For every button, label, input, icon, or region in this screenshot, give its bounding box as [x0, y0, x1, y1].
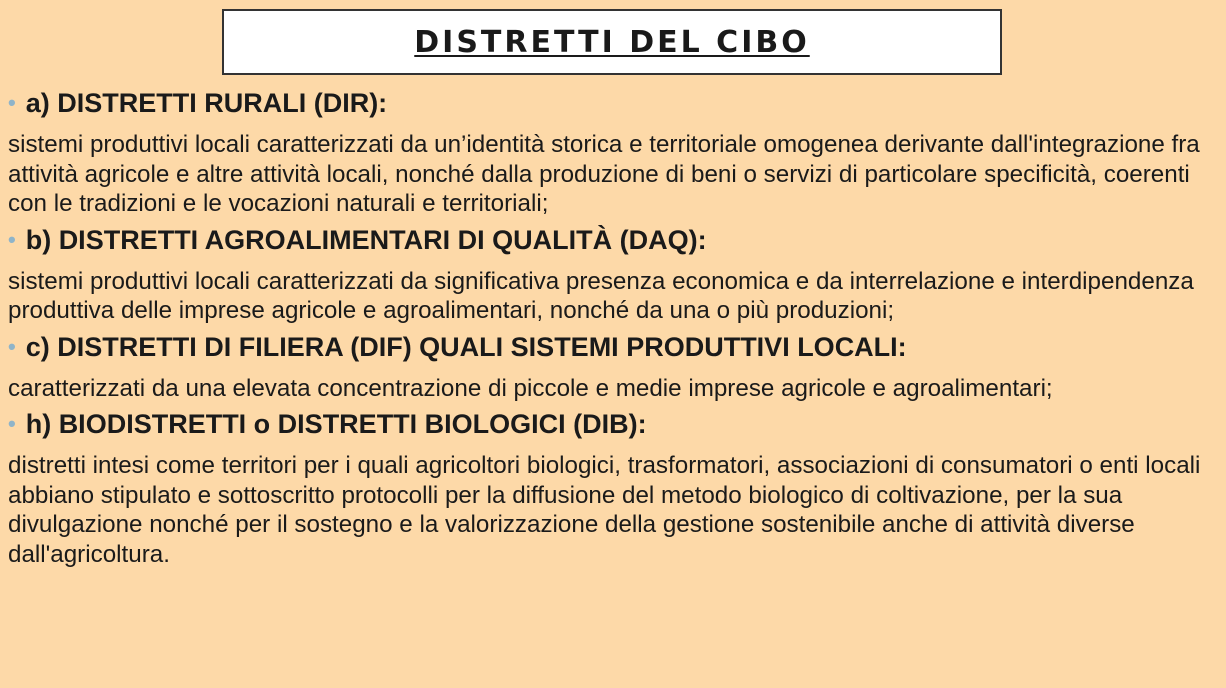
section-heading-text: a) DISTRETTI RURALI (DIR):	[25, 88, 388, 118]
section-body: sistemi produttivi locali caratterizzati da significativa presenza economica e da interrelazione e interdipendenza produttiva delle imprese agricole e agroalimentari, nonché da una o più produzioni;	[8, 267, 1194, 324]
section-dib	[8, 407, 1222, 569]
section-body: sistemi produttivi locali caratterizzati da un’identità storica e territoriale omogenea derivante dall'integrazione fra attività agricole e altre attività locali, nonché dalla produzione di beni o servizi di particolare specificità, coerenti con le tradizioni e le vocazioni naturali e territoriali;	[8, 131, 1200, 217]
section-body: distretti intesi come territori per i quali agricoltori biologici, trasformatori, associazioni di consumatori o enti locali abbiano stipulato e sottoscritto protocolli per la diffusione del metodo biologico di coltivazione, per la sua divulgazione nonché per il sostegno e la valorizzazione della gestione sostenibile anche di attività diverse dall'agricoltura.	[8, 452, 1201, 568]
section-heading	[8, 407, 1222, 443]
section-daq	[8, 223, 1222, 326]
section-heading-text: c) DISTRETTI DI FILIERA (DIF) QUALI SISTEMI PRODUTTIVI LOCALI:	[25, 331, 907, 362]
section-body: caratterizzati da una elevata concentrazione di piccole e medie imprese agricole e agroalimentari;	[8, 374, 1053, 402]
bullet-icon: •	[8, 333, 16, 359]
content	[8, 86, 1222, 573]
section-heading	[8, 86, 1222, 122]
bullet-icon: •	[8, 90, 16, 115]
section-heading-text: h) BIODISTRETTI o DISTRETTI BIOLOGICI (DIB):	[25, 409, 647, 439]
section-heading	[8, 223, 1222, 259]
bullet-icon: •	[8, 411, 16, 436]
page-title: DISTRETTI DEL CIBO	[414, 24, 810, 60]
section-heading	[8, 330, 1222, 366]
bullet-icon: •	[8, 226, 16, 252]
section-dif	[8, 330, 1222, 404]
section-heading-text: b) DISTRETTI AGROALIMENTARI DI QUALITÀ (DAQ):	[25, 224, 707, 255]
title-box	[222, 9, 1002, 75]
section-dir	[8, 86, 1222, 219]
